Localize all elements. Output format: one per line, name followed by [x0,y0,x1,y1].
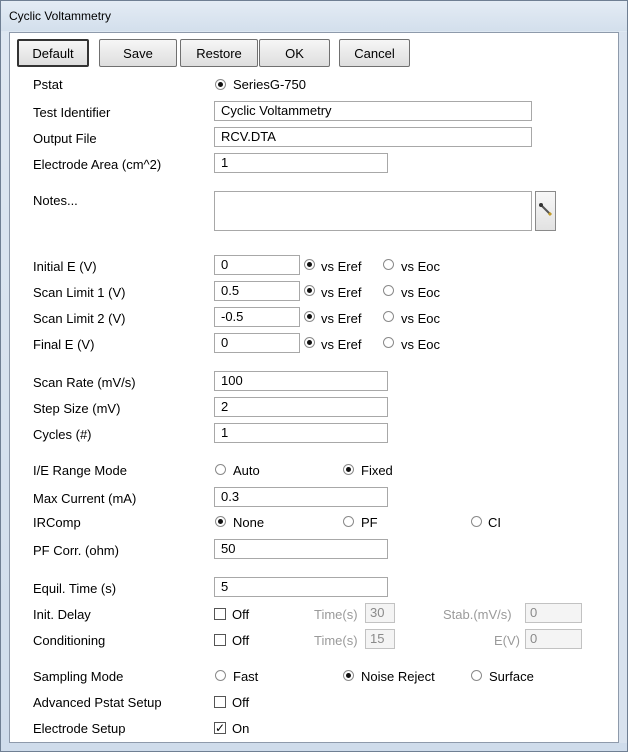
scan-limit-1-vs-eref-label: vs Eref [321,285,362,300]
conditioning-checkbox[interactable] [214,634,226,646]
advanced-pstat-checkbox[interactable] [214,696,226,708]
ircomp-none-label: None [233,515,265,530]
pencil-icon [536,192,555,230]
initial-e-vs-eoc-label: vs Eoc [401,259,441,274]
initial-e-vs-eoc-radio[interactable] [383,259,394,270]
window-border [619,32,627,743]
initial-e-vs-eref-label: vs Eref [321,259,362,274]
equil-time-input[interactable]: 5 [214,577,388,597]
scan-limit-1-label: Scan Limit 1 (V) [33,285,126,300]
conditioning-label: Conditioning [33,633,106,648]
equil-time-label: Equil. Time (s) [33,581,117,596]
ie-range-fixed-radio[interactable] [343,464,354,475]
scan-limit-1-vs-eoc-radio[interactable] [383,285,394,296]
scan-limit-2-vs-eref-radio[interactable] [304,311,315,322]
sampling-mode-label: Sampling Mode [33,669,124,684]
ie-range-auto-label: Auto [233,463,260,478]
init-delay-label: Init. Delay [33,607,91,622]
pstat-value: SeriesG-750 [233,77,306,92]
init-delay-checkbox[interactable] [214,608,226,620]
scan-limit-2-vs-eoc-radio[interactable] [383,311,394,322]
final-e-vs-eref-radio[interactable] [304,337,315,348]
final-e-input[interactable]: 0 [214,333,300,353]
title-bar[interactable] [1,1,627,31]
scan-limit-1-vs-eoc-label: vs Eoc [401,285,441,300]
default-button[interactable]: Default [17,39,89,67]
notes-label: Notes... [33,193,78,208]
sampling-fast-radio[interactable] [215,670,226,681]
final-e-vs-eoc-label: vs Eoc [401,337,441,352]
scan-rate-label: Scan Rate (mV/s) [33,375,136,390]
cancel-button[interactable]: Cancel [339,39,410,67]
output-file-label: Output File [33,131,97,146]
scan-limit-2-vs-eref-label: vs Eref [321,311,362,326]
sampling-surface-radio[interactable] [471,670,482,681]
test-identifier-label: Test Identifier [33,105,111,120]
initial-e-input[interactable]: 0 [214,255,300,275]
initial-e-vs-eref-radio[interactable] [304,259,315,270]
ircomp-ci-radio[interactable] [471,516,482,527]
init-delay-stab-input[interactable]: 0 [525,603,582,623]
init-delay-time-label: Time(s) [314,607,358,622]
final-e-vs-eoc-radio[interactable] [383,337,394,348]
conditioning-time-input[interactable]: 15 [365,629,395,649]
advanced-pstat-check-label: Off [232,695,250,710]
output-file-input[interactable]: RCV.DTA [214,127,532,147]
ircomp-pf-radio[interactable] [343,516,354,527]
window-title: Cyclic Voltammetry [9,9,112,23]
save-button[interactable]: Save [99,39,177,67]
conditioning-e-label: E(V) [494,633,520,648]
init-delay-time-input[interactable]: 30 [365,603,395,623]
cycles-input[interactable]: 1 [214,423,388,443]
conditioning-e-input[interactable]: 0 [525,629,582,649]
step-size-label: Step Size (mV) [33,401,121,416]
electrode-area-input[interactable]: 1 [214,153,388,173]
pstat-label: Pstat [33,77,63,92]
max-current-input[interactable]: 0.3 [214,487,388,507]
pf-corr-input[interactable]: 50 [214,539,388,559]
ircomp-ci-label: CI [488,515,501,530]
final-e-label: Final E (V) [33,337,95,352]
sampling-noise-reject-radio[interactable] [343,670,354,681]
electrode-area-label: Electrode Area (cm^2) [33,157,162,172]
electrode-setup-check-label: On [232,721,250,736]
ie-range-fixed-label: Fixed [361,463,393,478]
conditioning-time-label: Time(s) [314,633,358,648]
ok-button[interactable]: OK [259,39,330,67]
max-current-label: Max Current (mA) [33,491,137,506]
form-panel [9,32,619,743]
scan-rate-input[interactable]: 100 [214,371,388,391]
pstat-radio[interactable] [215,79,226,90]
scan-limit-1-vs-eref-radio[interactable] [304,285,315,296]
scan-limit-2-vs-eoc-label: vs Eoc [401,311,441,326]
initial-e-label: Initial E (V) [33,259,97,274]
ircomp-none-radio[interactable] [215,516,226,527]
init-delay-stab-label: Stab.(mV/s) [443,607,512,622]
cycles-label: Cycles (#) [33,427,92,442]
conditioning-check-label: Off [232,633,250,648]
scan-limit-1-input[interactable]: 0.5 [214,281,300,301]
electrode-setup-checkbox[interactable]: ✓ [215,721,226,735]
ie-range-label: I/E Range Mode [33,463,127,478]
final-e-vs-eref-label: vs Eref [321,337,362,352]
sampling-noise-reject-label: Noise Reject [361,669,435,684]
scan-limit-2-input[interactable]: -0.5 [214,307,300,327]
ie-range-auto-radio[interactable] [215,464,226,475]
sampling-surface-label: Surface [489,669,534,684]
init-delay-check-label: Off [232,607,250,622]
notes-textarea[interactable] [214,191,532,231]
ircomp-label: IRComp [33,515,81,530]
scan-limit-2-label: Scan Limit 2 (V) [33,311,126,326]
pf-corr-label: PF Corr. (ohm) [33,543,119,558]
electrode-setup-label: Electrode Setup [33,721,126,736]
notes-edit-button[interactable] [535,191,556,231]
restore-button[interactable]: Restore [180,39,258,67]
sampling-fast-label: Fast [233,669,259,684]
advanced-pstat-label: Advanced Pstat Setup [33,695,162,710]
test-identifier-input[interactable]: Cyclic Voltammetry [214,101,532,121]
step-size-input[interactable]: 2 [214,397,388,417]
ircomp-pf-label: PF [361,515,378,530]
